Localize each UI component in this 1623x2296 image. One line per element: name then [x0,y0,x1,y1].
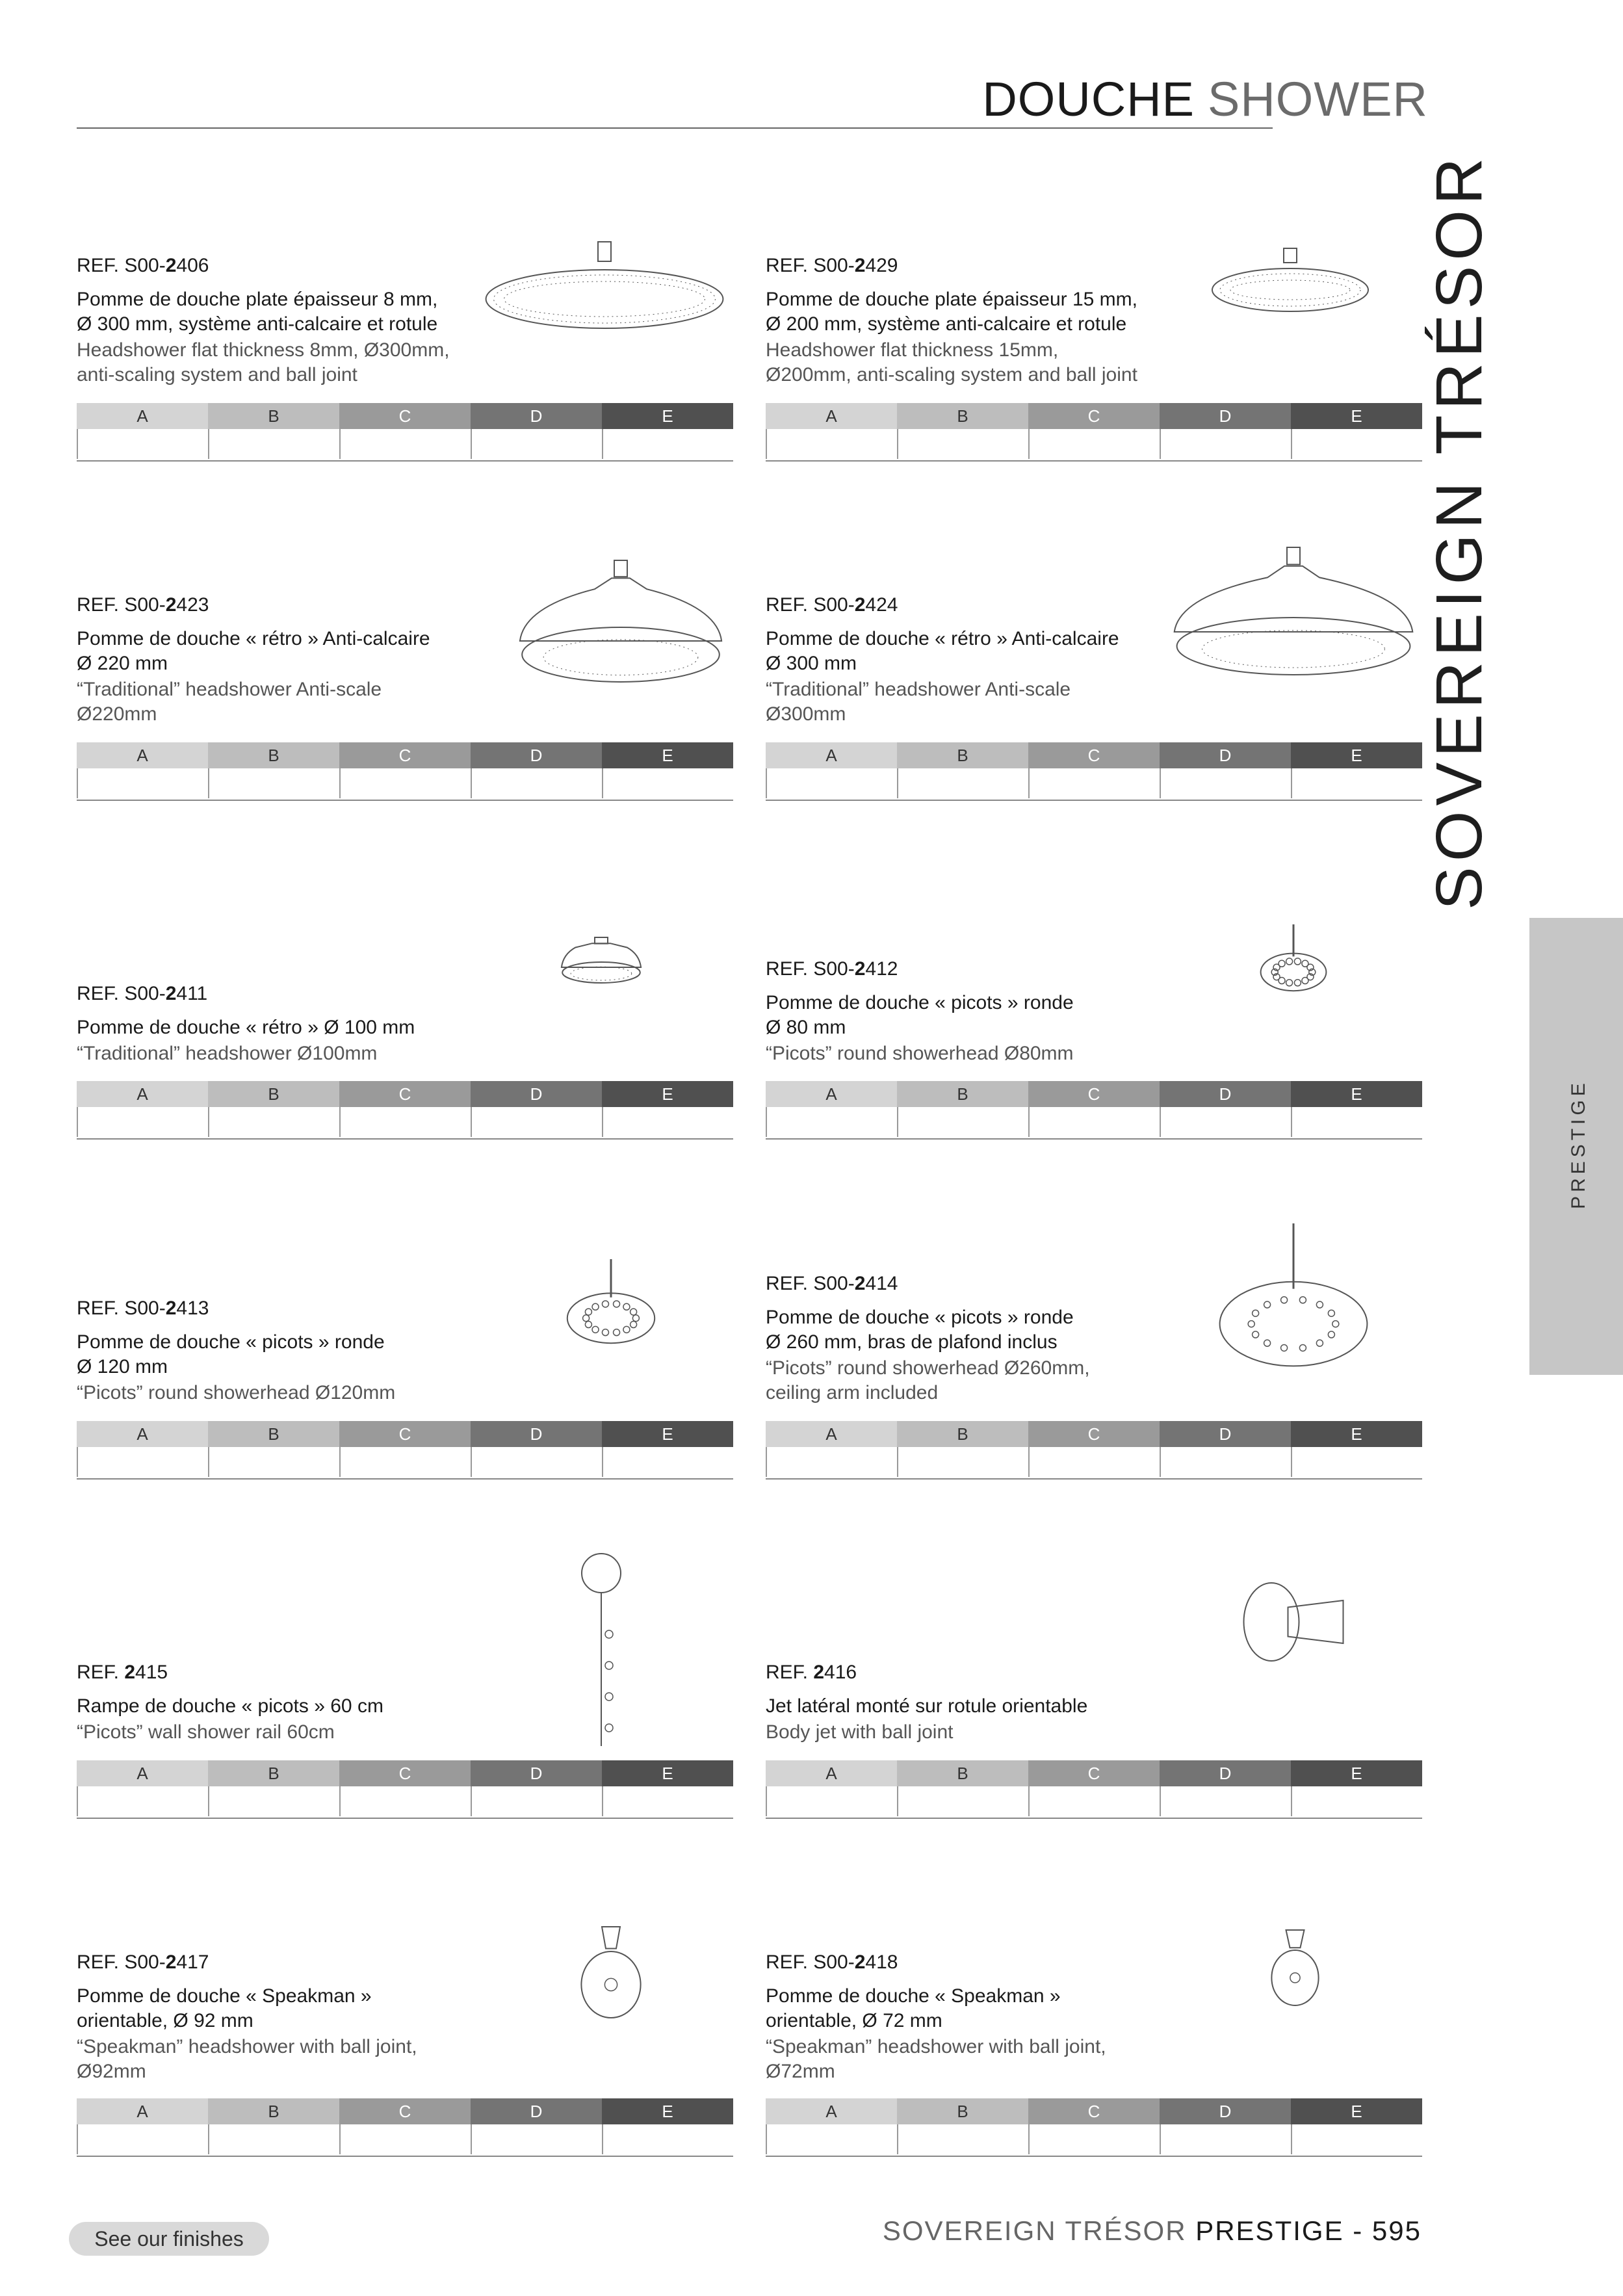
finish-cell-e[interactable] [1291,1447,1422,1477]
ref-suffix: 416 [824,1662,857,1683]
ref-prefix: REF. [77,1662,125,1683]
finish-column-d[interactable]: D [1160,403,1291,429]
footer-brand [883,2215,1422,2247]
finish-column-b[interactable]: B [897,403,1028,429]
product-text [77,254,506,387]
ref-prefix: REF. S00- [77,1951,166,1973]
title-fr: DOUCHE [982,72,1195,126]
finish-column-e[interactable]: E [1291,403,1422,429]
finish-cell-b[interactable] [208,1107,339,1137]
finish-cell-d[interactable] [471,1786,602,1816]
finish-cell-d[interactable] [1160,2124,1291,2154]
finish-cell-d[interactable] [471,429,602,459]
finish-column-a[interactable]: A [766,2098,897,2124]
finish-column-d[interactable]: D [471,403,602,429]
ref-prefix: REF. S00- [766,958,855,980]
ref-prefix: REF. S00- [77,594,166,616]
finish-header-row [77,403,733,429]
finish-table [77,742,733,801]
finish-column-c[interactable]: C [1028,742,1160,768]
ref-prefix: REF. S00- [77,1298,166,1319]
finish-column-d[interactable]: D [1160,742,1291,768]
finish-cell-b[interactable] [897,429,1028,459]
finish-cell-e[interactable] [602,768,733,798]
ref-prefix: REF. S00- [766,1951,855,1973]
ref-suffix: 406 [176,255,209,276]
finish-table [77,1081,733,1140]
finish-column-b[interactable]: B [897,2098,1028,2124]
description-en: “Picots” wall shower rail 60cm [77,1721,335,1743]
finish-cell-c[interactable] [339,1447,471,1477]
finish-column-c[interactable]: C [339,1081,471,1107]
finish-cell-b[interactable] [897,1447,1028,1477]
footer-collection: PRESTIGE [1195,2215,1344,2246]
description-fr: Jet latéral monté sur rotule orientable [766,1695,1088,1717]
finish-column-a[interactable]: A [766,742,897,768]
ref-suffix: 424 [865,594,898,616]
finish-column-a[interactable]: A [766,1421,897,1447]
description-fr: Pomme de douche « Speakman » orientable, Ø 72 mm [766,1985,1061,2031]
finish-cell-c[interactable] [339,2124,471,2154]
product-text [766,593,1195,727]
picots-ceiling-showerhead-icon [1163,1222,1423,1401]
finish-cell-d[interactable] [1160,1447,1291,1477]
finish-header-row [766,2098,1422,2124]
finish-column-e[interactable]: E [602,1760,733,1786]
finish-cell-d[interactable] [1160,1107,1291,1137]
finish-column-e[interactable]: E [602,1421,733,1447]
finish-column-c[interactable]: C [1028,1760,1160,1786]
product-text [77,1660,506,1745]
finish-cell-d[interactable] [1160,768,1291,798]
product-ref [766,593,1195,618]
ref-bold: 2 [854,1273,866,1294]
retro-headshower-large-icon [1167,546,1420,692]
finish-cell-a[interactable] [77,2124,208,2154]
finish-cell-a[interactable] [766,2124,897,2154]
finish-column-e[interactable]: E [602,403,733,429]
finish-value-row [766,1447,1422,1477]
finish-column-b[interactable]: B [897,1760,1028,1786]
finish-cell-c[interactable] [339,429,471,459]
ref-suffix: 423 [176,594,209,616]
finish-header-row [77,2098,733,2124]
finish-cell-b[interactable] [897,768,1028,798]
description-en: “Speakman” headshower with ball joint, Ø72mm [766,2036,1106,2082]
finish-column-a[interactable]: A [77,1760,208,1786]
finish-cell-e[interactable] [602,1786,733,1816]
finish-column-c[interactable]: C [1028,403,1160,429]
ref-bold: 2 [854,1951,866,1973]
finish-table [77,1760,733,1819]
finish-table [77,403,733,462]
finish-header-row [77,742,733,768]
product-ref [77,593,506,618]
finish-column-c[interactable]: C [1028,1081,1160,1107]
finish-cell-b[interactable] [208,1447,339,1477]
finish-column-d[interactable]: D [1160,1421,1291,1447]
flat-headshower-small-icon [1209,247,1371,322]
product-text [766,1272,1195,1405]
ref-prefix: REF. S00- [77,983,166,1004]
retro-headshower-icon [513,559,728,699]
finish-table [766,1421,1422,1480]
finish-cell-a[interactable] [77,1447,208,1477]
finish-cell-d[interactable] [471,768,602,798]
finish-cell-a[interactable] [77,429,208,459]
product-text [766,254,1195,387]
description-fr: Pomme de douche plate épaisseur 15 mm, Ø 200 mm, système anti-calcaire et rotule [766,289,1137,335]
ref-prefix: REF. [766,1662,814,1683]
ref-bold: 2 [165,1951,177,1973]
finish-cell-d[interactable] [471,1107,602,1137]
product-ref [77,982,506,1006]
ref-suffix: 414 [865,1273,898,1294]
description-en: Body jet with ball joint [766,1721,954,1743]
finish-column-d[interactable]: D [471,742,602,768]
description-en: “Traditional” headshower Ø100mm [77,1043,378,1064]
description-en: “Traditional” headshower Anti-scale Ø220mm [77,679,382,725]
finish-cell-e[interactable] [602,1447,733,1477]
description-fr: Pomme de douche « Speakman » orientable, Ø 92 mm [77,1985,372,2031]
finish-column-a[interactable]: A [77,1421,208,1447]
finish-column-a[interactable]: A [766,1081,897,1107]
finish-cell-c[interactable] [339,1107,471,1137]
ref-prefix: REF. S00- [766,1273,855,1294]
ref-bold: 2 [813,1662,825,1683]
finish-cell-e[interactable] [1291,1786,1422,1816]
finish-column-c[interactable]: C [339,1760,471,1786]
product-text [766,957,1195,1066]
finish-value-row [77,1107,733,1137]
finish-header-row [77,1081,733,1107]
description-en: Headshower flat thickness 15mm, Ø200mm, anti-scaling system and ball joint [766,339,1137,385]
product-text [77,1296,506,1405]
ref-suffix: 412 [865,958,898,980]
finish-cell-a[interactable] [77,768,208,798]
finish-column-d[interactable]: D [471,1421,602,1447]
finish-value-row [766,1107,1422,1137]
side-tab-label: PRESTIGE [1568,1079,1589,1209]
ref-suffix: 413 [176,1298,209,1319]
footer-brand-name: SOVEREIGN TRÉSOR [882,2215,1187,2246]
product-ref [766,1950,1195,1975]
ref-bold: 2 [165,594,177,616]
finish-column-d[interactable]: D [1160,1081,1291,1107]
finish-column-b[interactable]: B [897,1421,1028,1447]
description-en: “Speakman” headshower with ball joint, Ø92mm [77,2036,417,2082]
finish-cell-a[interactable] [766,1786,897,1816]
product-ref [77,1950,506,1975]
ref-suffix: 411 [176,983,208,1004]
finish-table [766,742,1422,801]
finish-cell-e[interactable] [1291,1107,1422,1137]
finish-cell-e[interactable] [602,2124,733,2154]
finish-header-row [766,1421,1422,1447]
page-title [982,72,1428,127]
product-ref [766,1660,1195,1685]
finish-column-a[interactable]: A [77,742,208,768]
finish-cell-c[interactable] [1028,2124,1160,2154]
shower-rail-icon [572,1541,630,1752]
description-fr: Pomme de douche « rétro » Anti-calcaire Ø 220 mm [77,628,430,674]
ref-bold: 2 [854,958,866,980]
ref-suffix: 417 [176,1951,209,1973]
finish-column-b[interactable]: B [208,742,339,768]
finish-table [766,1760,1422,1819]
finish-column-e[interactable]: E [602,1081,733,1107]
finish-column-b[interactable]: B [208,1081,339,1107]
finish-column-e[interactable]: E [1291,1421,1422,1447]
finish-cell-e[interactable] [1291,2124,1422,2154]
finish-column-c[interactable]: C [339,742,471,768]
finish-cell-b[interactable] [208,768,339,798]
finish-column-a[interactable]: A [77,403,208,429]
finish-column-c[interactable]: C [339,403,471,429]
finish-value-row [766,1786,1422,1816]
finish-column-d[interactable]: D [471,1760,602,1786]
description-en: “Picots” round showerhead Ø260mm, ceiling arm included [766,1357,1090,1403]
flat-headshower-large-icon [481,241,728,341]
finish-cell-a[interactable] [766,429,897,459]
description-fr: Rampe de douche « picots » 60 cm [77,1695,383,1717]
finish-column-b[interactable]: B [208,1421,339,1447]
finish-cell-d[interactable] [471,1447,602,1477]
product-ref [77,254,506,278]
finish-column-c[interactable]: C [339,1421,471,1447]
ref-bold: 2 [854,255,866,276]
product-text [766,1950,1195,2084]
finish-value-row [77,1447,733,1477]
finish-table [77,2098,733,2157]
finish-value-row [766,768,1422,798]
product-ref [766,254,1195,278]
finish-cell-c[interactable] [1028,1107,1160,1137]
see-finishes-button[interactable]: See our finishes [69,2222,269,2256]
description-fr: Pomme de douche « picots » ronde Ø 260 mm, bras de plafond inclus [766,1307,1074,1353]
finish-value-row [77,1786,733,1816]
description-fr: Pomme de douche plate épaisseur 8 mm, Ø 300 mm, système anti-calcaire et rotule [77,289,438,335]
finish-value-row [766,429,1422,459]
speakman-headshower-small-icon [1264,1927,1326,2012]
finish-column-c[interactable]: C [339,2098,471,2124]
product-text [77,982,506,1066]
finish-value-row [766,2124,1422,2154]
finish-header-row [766,1760,1422,1786]
finish-column-d[interactable]: D [1160,1760,1291,1786]
finish-cell-a[interactable] [766,1107,897,1137]
finish-cell-c[interactable] [339,768,471,798]
finish-cell-e[interactable] [602,1107,733,1137]
product-ref [766,1272,1195,1296]
finish-cell-c[interactable] [1028,1447,1160,1477]
finish-cell-b[interactable] [208,2124,339,2154]
finish-column-e[interactable]: E [1291,1760,1422,1786]
finish-value-row [77,2124,733,2154]
product-text [77,1950,506,2084]
page-number: 595 [1371,2215,1422,2246]
ref-bold: 2 [124,1662,136,1683]
product-entry [77,1602,733,1745]
picots-showerhead-small-icon [1254,923,1332,1011]
finish-column-e[interactable]: E [1291,742,1422,768]
finish-cell-a[interactable] [77,1786,208,1816]
ref-bold: 2 [165,255,177,276]
ref-suffix: 418 [865,1951,898,1973]
finish-value-row [77,768,733,798]
description-fr: Pomme de douche « picots » ronde Ø 80 mm [766,992,1074,1038]
finish-header-row [766,1081,1422,1107]
description-fr: Pomme de douche « rétro » Ø 100 mm [77,1017,415,1038]
ref-bold: 2 [165,1298,177,1319]
finish-column-d[interactable]: D [1160,2098,1291,2124]
finish-cell-e[interactable] [1291,768,1422,798]
finish-cell-d[interactable] [471,2124,602,2154]
finish-column-b[interactable]: B [208,2098,339,2124]
finish-cell-b[interactable] [897,1107,1028,1137]
description-en: “Traditional” headshower Anti-scale Ø300mm [766,679,1071,725]
finish-table [766,1081,1422,1140]
finish-cell-a[interactable] [77,1107,208,1137]
ref-suffix: 429 [865,255,898,276]
finish-column-b[interactable]: B [897,742,1028,768]
product-ref [77,1296,506,1321]
finish-cell-b[interactable] [208,1786,339,1816]
finish-cell-c[interactable] [339,1786,471,1816]
finish-cell-c[interactable] [1028,1786,1160,1816]
finish-header-row [77,1421,733,1447]
product-ref [77,1660,506,1685]
finish-column-b[interactable]: B [208,1760,339,1786]
finish-cell-c[interactable] [1028,768,1160,798]
ref-suffix: 415 [135,1662,168,1683]
finish-column-a[interactable]: A [77,2098,208,2124]
finish-column-a[interactable]: A [77,1081,208,1107]
finish-table [77,1421,733,1480]
product-text [766,1660,1195,1745]
description-en: “Picots” round showerhead Ø120mm [77,1382,396,1403]
speakman-headshower-icon [572,1924,650,2025]
finish-table [766,403,1422,462]
body-jet-icon [1238,1573,1349,1674]
description-fr: Pomme de douche « picots » ronde Ø 120 mm [77,1331,385,1377]
header-divider [77,127,1273,129]
description-en: Headshower flat thickness 8mm, Ø300mm, anti-scaling system and ball joint [77,339,450,385]
finish-column-a[interactable]: A [766,403,897,429]
finish-column-b[interactable]: B [208,403,339,429]
description-en: “Picots” round showerhead Ø80mm [766,1043,1074,1064]
finish-cell-d[interactable] [1160,1786,1291,1816]
title-en: SHOWER [1208,72,1428,126]
finish-column-c[interactable]: C [1028,2098,1160,2124]
finish-column-d[interactable]: D [471,1081,602,1107]
finish-column-e[interactable]: E [602,2098,733,2124]
finish-cell-c[interactable] [1028,429,1160,459]
finish-column-a[interactable]: A [766,1760,897,1786]
finish-value-row [77,429,733,459]
finish-column-e[interactable]: E [1291,2098,1422,2124]
product-text [77,593,506,727]
finish-header-row [766,742,1422,768]
ref-prefix: REF. S00- [766,594,855,616]
finish-cell-b[interactable] [897,1786,1028,1816]
finish-column-e[interactable]: E [1291,1081,1422,1107]
finish-column-b[interactable]: B [897,1081,1028,1107]
finish-header-row [77,1760,733,1786]
finish-header-row [766,403,1422,429]
ref-prefix: REF. S00- [77,255,166,276]
finish-cell-b[interactable] [208,429,339,459]
ref-bold: 2 [854,594,866,616]
finish-cell-a[interactable] [766,768,897,798]
finish-column-d[interactable]: D [471,2098,602,2124]
finish-cell-e[interactable] [602,429,733,459]
finish-cell-e[interactable] [1291,429,1422,459]
finish-cell-b[interactable] [897,2124,1028,2154]
footer-separator: - [1344,2215,1372,2246]
finish-cell-a[interactable] [766,1447,897,1477]
finish-table [766,2098,1422,2157]
finish-column-e[interactable]: E [602,742,733,768]
ref-prefix: REF. S00- [766,255,855,276]
description-fr: Pomme de douche « rétro » Anti-calcaire Ø 300 mm [766,628,1119,674]
ref-bold: 2 [165,983,177,1004]
brand-vertical-title: SOVEREIGN TRÉSOR [1423,152,1496,910]
retro-headshower-small-icon [559,936,643,991]
product-ref [766,957,1195,982]
finish-cell-d[interactable] [1160,429,1291,459]
picots-showerhead-icon [549,1258,673,1365]
finish-column-c[interactable]: C [1028,1421,1160,1447]
